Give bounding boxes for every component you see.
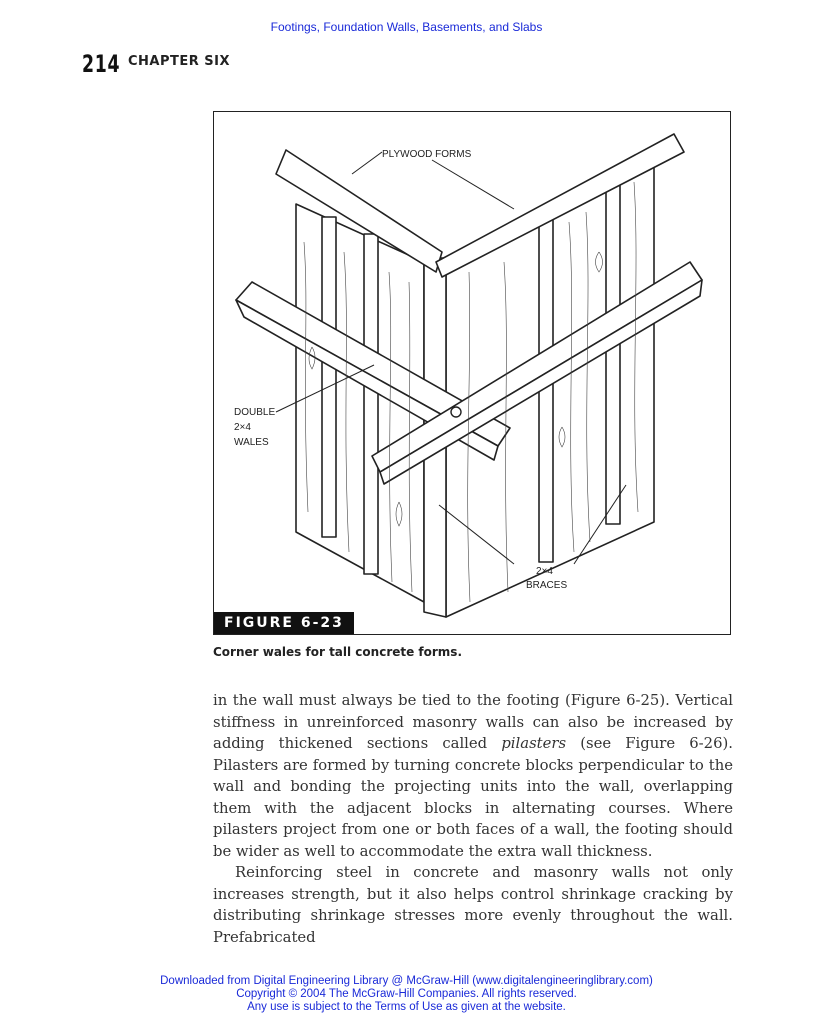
running-title-link[interactable]: Footings, Foundation Walls, Basements, and Slabs bbox=[270, 20, 543, 34]
footer-terms[interactable]: Any use is subject to the Terms of Use as given at the website. bbox=[247, 1001, 566, 1013]
pilasters-term: pilasters bbox=[501, 735, 567, 752]
figure-frame bbox=[213, 111, 731, 635]
leader-plywood-right bbox=[432, 160, 514, 209]
footer-notice[interactable] bbox=[0, 975, 813, 1014]
page-number: 214 bbox=[82, 50, 121, 78]
annotation-wales-2: 2×4 bbox=[234, 422, 251, 433]
figure-caption: Corner wales for tall concrete forms. bbox=[213, 645, 463, 659]
annotation-plywood-forms: PLYWOOD FORMS bbox=[382, 149, 472, 160]
footer-copyright: Copyright © 2004 The McGraw-Hill Companies. All rights reserved. bbox=[236, 988, 577, 1000]
left-stud bbox=[322, 217, 336, 537]
paragraph: in the wall must always be tied to the footing (Figure 6-25). Vertical stiffness in unreinforced masonry walls can also be increased by adding thickened sections called pilasters (see Figure 6-26). Pilasters are formed by turning concrete blocks perpendicular to the wall and bonding the projecting units into the wall, overlapping them with the adjacent blocks in alternating courses. Where pilasters project from one or both faces of a wall, the footing should be wider as well to accommodate the extra wall thickness. bbox=[213, 692, 733, 860]
figure-label: FIGURE 6-23 bbox=[214, 612, 354, 634]
annotation-braces-2: BRACES bbox=[526, 580, 568, 591]
footer-download-link[interactable]: Downloaded from Digital Engineering Library @ McGraw-Hill (www.digitalengineeringlibrary.com) bbox=[160, 975, 653, 987]
annotation-wales-3: WALES bbox=[234, 437, 269, 448]
left-stud bbox=[364, 234, 378, 574]
leader-plywood-left bbox=[352, 152, 382, 174]
chapter-title: CHAPTER SIX bbox=[128, 54, 231, 69]
annotation-braces-1: 2×4 bbox=[536, 566, 553, 577]
body-text bbox=[213, 690, 733, 948]
paragraph: Reinforcing steel in concrete and masonry walls not only increases strength, but it also helps control shrinkage cracking by distributing shrinkage stresses more evenly throughout the wall. Prefabricated bbox=[213, 864, 733, 946]
right-stud bbox=[606, 184, 620, 524]
annotation-wales-1: DOUBLE bbox=[234, 407, 276, 418]
bolt-icon bbox=[451, 407, 461, 417]
formwork-illustration bbox=[214, 112, 730, 634]
